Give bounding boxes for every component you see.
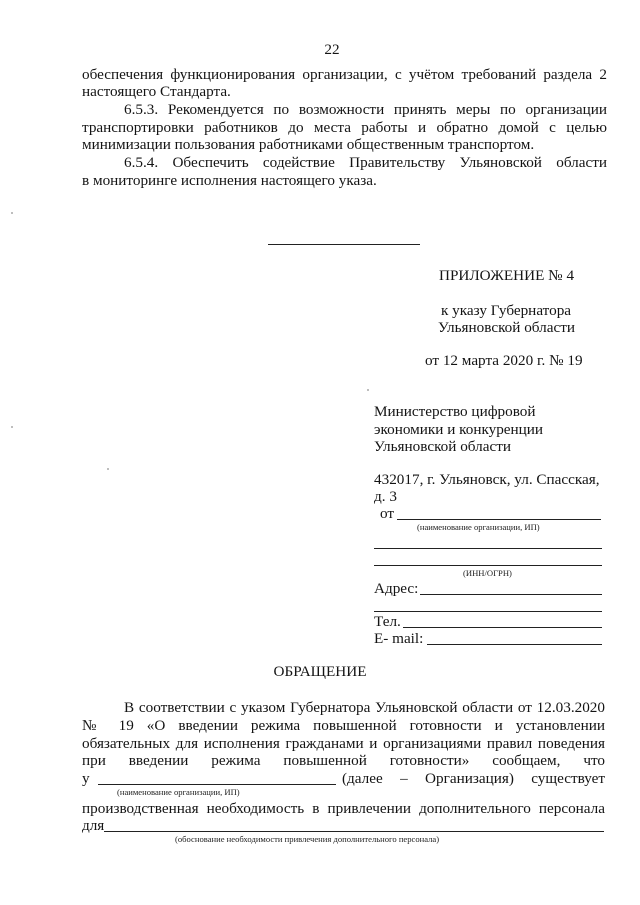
for-label: для — [82, 817, 105, 834]
from-label: от — [380, 505, 395, 522]
paragraph-line: минимизации пользования работниками общественным транспортом. — [82, 136, 535, 153]
phone-label: Тел. — [374, 613, 401, 630]
org-name-field-line[interactable] — [374, 548, 602, 549]
email-field[interactable] — [427, 644, 602, 645]
appendix-title: ПРИЛОЖЕНИЕ № 4 — [439, 267, 575, 284]
appendix-date: от 12 марта 2020 г. № 19 — [425, 352, 583, 369]
org-name-hint: (наименование организации, ИП) — [417, 522, 540, 532]
body-line: В соответствии с указом Губернатора Ульяновской области от 12.03.2020 — [124, 699, 605, 716]
scan-speck — [11, 212, 13, 214]
u-label: у — [82, 770, 90, 787]
appendix-line: к указу Губернатора — [441, 302, 572, 319]
appendix-line: Ульяновской области — [438, 319, 575, 336]
inn-field[interactable] — [374, 565, 602, 566]
scan-speck — [11, 426, 13, 428]
separator-line — [268, 244, 420, 245]
body-line: обязательных для исполнения гражданами и организациями правил поведения — [82, 735, 605, 752]
addressee-address: д. 3 — [374, 488, 397, 505]
org-name-field[interactable] — [397, 519, 601, 520]
address-field[interactable] — [420, 594, 602, 595]
body-line: производственная необходимость в привлечении дополнительного персонала — [82, 800, 605, 817]
organization-hint: (наименование организации, ИП) — [117, 787, 240, 797]
scan-speck — [367, 389, 369, 391]
email-label: E- mail: — [374, 630, 424, 647]
paragraph-line: 6.5.3. Рекомендуется по возможности принять меры по организации — [124, 101, 607, 118]
body-line: № 19 «О введении режима повышенной готовности и установлении — [82, 717, 605, 734]
phone-field[interactable] — [403, 627, 602, 628]
paragraph-line: 6.5.4. Обеспечить содействие Правительству Ульяновской области — [124, 154, 607, 171]
org-after-text: (далее – Организация) существует — [342, 770, 605, 787]
body-line: при введении режима повышенной готовности» сообщаем, что — [82, 752, 605, 769]
reason-hint: (обоснование необходимости привлечения дополнительного персонала) — [175, 834, 440, 844]
address-field-line[interactable] — [374, 611, 602, 612]
paragraph-line: в мониторинге исполнения настоящего указа. — [82, 172, 377, 189]
addressee-line: Министерство цифровой — [374, 403, 536, 420]
paragraph-line: обеспечения функционирования организации, с учётом требований раздела 2 — [82, 66, 607, 83]
address-label: Адрес: — [374, 580, 419, 597]
document-heading: ОБРАЩЕНИЕ — [273, 663, 367, 680]
addressee-line: Ульяновской области — [374, 438, 511, 455]
paragraph-line: транспортировки работников до места работы и обратно домой с целью — [82, 119, 607, 136]
paragraph-line: настоящего Стандарта. — [82, 83, 231, 100]
addressee-address: 432017, г. Ульяновск, ул. Спасская, — [374, 471, 600, 488]
scan-speck — [107, 468, 109, 470]
page-number: 22 — [324, 41, 340, 58]
inn-hint: (ИНН/ОГРН) — [463, 568, 512, 578]
reason-field[interactable] — [104, 831, 604, 832]
addressee-line: экономики и конкуренции — [374, 421, 544, 438]
organization-field[interactable] — [98, 784, 336, 785]
